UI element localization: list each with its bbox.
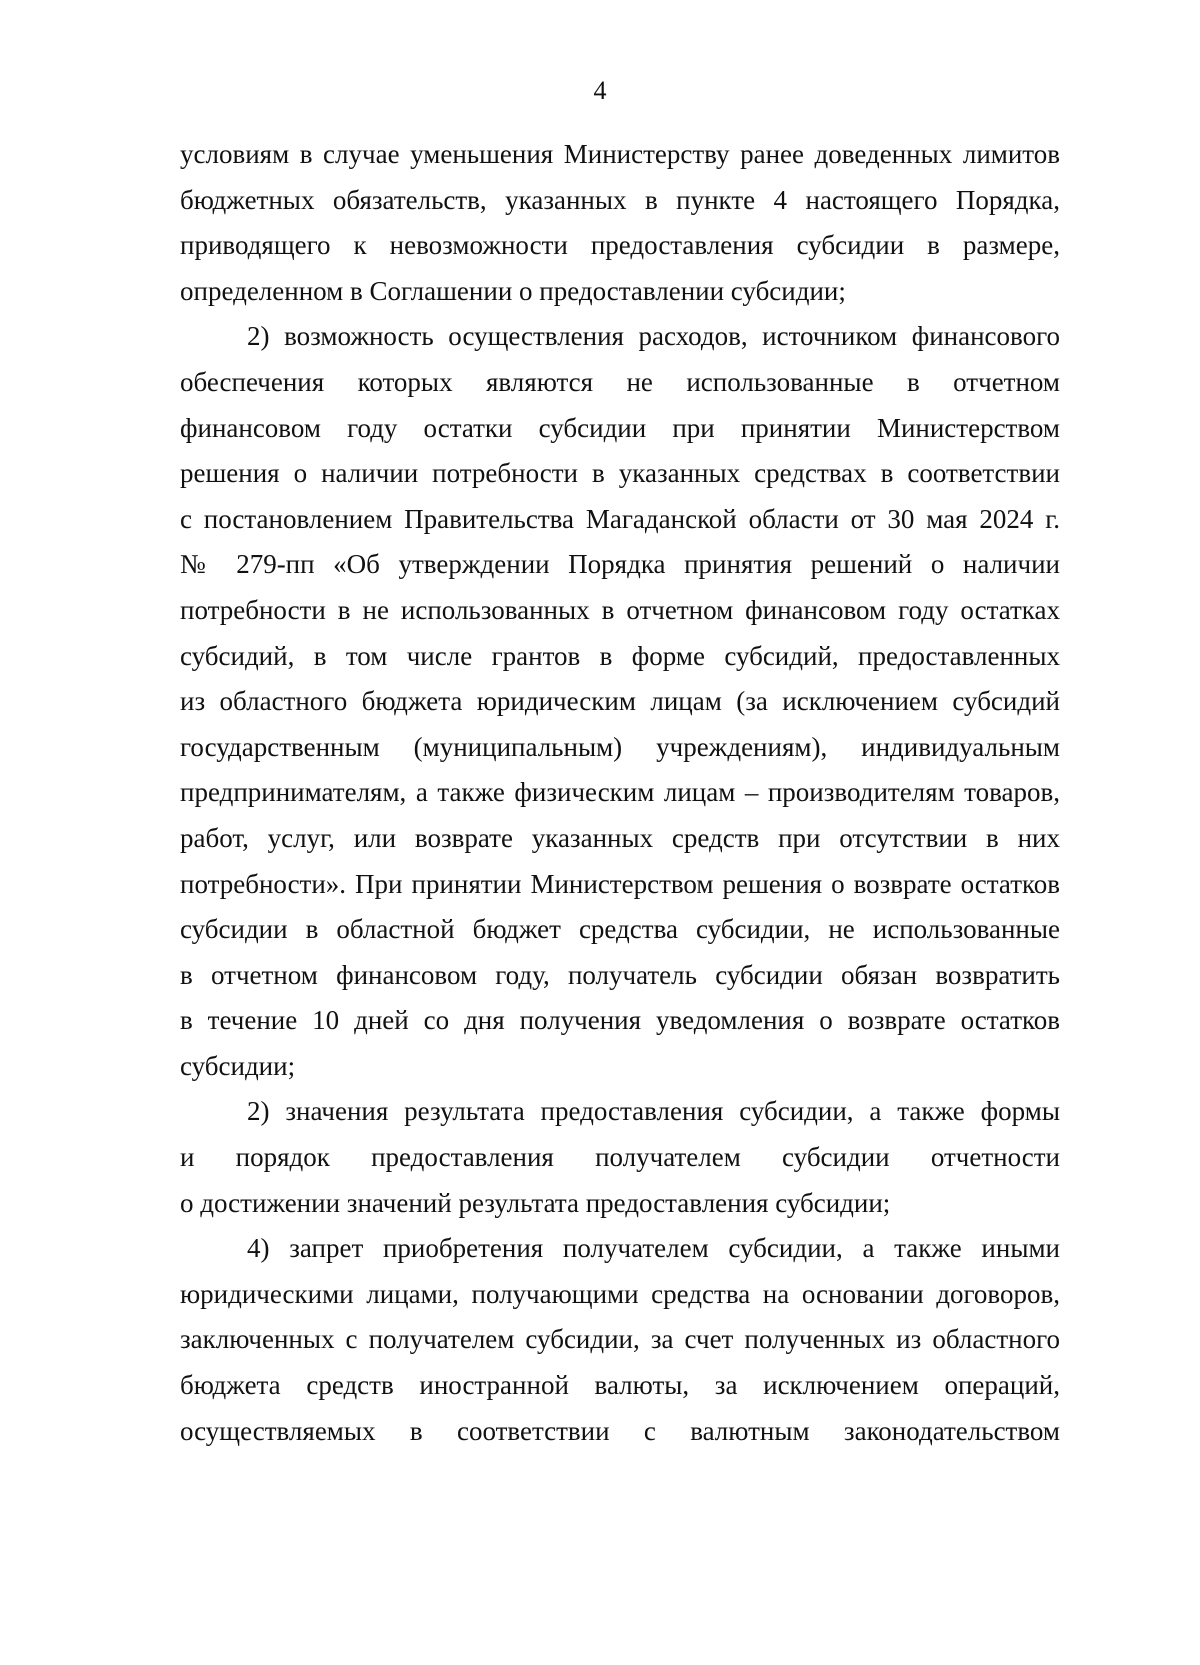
text-line: субсидии в областной бюджет средства субсидии, не использованные — [180, 914, 1060, 945]
text-line: субсидии; — [180, 1050, 296, 1081]
text-line: 4) запрет приобретения получателем субсидии, а также иными — [247, 1233, 1060, 1264]
text-line: субсидий, в том числе грантов в форме субсидий, предоставленных — [180, 640, 1060, 671]
text-line: обеспечения которых являются не использованные в отчетном — [180, 366, 1060, 397]
text-line: в течение 10 дней со дня получения уведомления о возврате остатков — [180, 1005, 1060, 1036]
body-text — [180, 132, 1060, 1454]
text-line: приводящего к невозможности предоставления субсидии в размере, — [180, 230, 1060, 261]
text-line: № 279-пп «Об утверждении Порядка принятия решений о наличии — [180, 549, 1060, 580]
page-number: 4 — [593, 76, 607, 105]
text-line: предпринимателям, а также физическим лицам – производителям товаров, — [180, 777, 1060, 808]
text-line: в отчетном финансовом году, получатель субсидии обязан возвратить — [180, 959, 1060, 990]
text-line: 2) значения результата предоставления субсидии, а также формы — [247, 1096, 1060, 1127]
text-line: о достижении значений результата предоставления субсидии; — [180, 1187, 891, 1218]
text-line: государственным (муниципальным) учреждениям), индивидуальным — [180, 731, 1060, 762]
text-line: 2) возможность осуществления расходов, источником финансового — [247, 321, 1060, 352]
text-line: юридическими лицами, получающими средства на основании договоров, — [180, 1278, 1060, 1309]
text-line: и порядок предоставления получателем субсидии отчетности — [180, 1142, 1060, 1173]
text-line: финансовом году остатки субсидии при принятии Министерством — [180, 412, 1060, 443]
text-line: потребности». При принятии Министерством решения о возврате остатков — [180, 868, 1060, 899]
text-line: осуществляемых в соответствии с валютным законодательством — [180, 1415, 1060, 1446]
text-line: условиям в случае уменьшения Министерству ранее доведенных лимитов — [180, 139, 1060, 169]
text-line: заключенных с получателем субсидии, за счет полученных из областного — [180, 1324, 1060, 1355]
text-line: из областного бюджета юридическим лицам (за исключением субсидий — [180, 686, 1060, 717]
text-line: с постановлением Правительства Магаданской области от 30 мая 2024 г. — [180, 503, 1060, 534]
text-line: бюджетных обязательств, указанных в пункте 4 настоящего Порядка, — [180, 184, 1060, 215]
text-line: бюджета средств иностранной валюты, за исключением операций, — [180, 1370, 1060, 1401]
text-line: решения о наличии потребности в указанных средствах в соответствии — [180, 458, 1060, 489]
text-line: определенном в Соглашении о предоставлении субсидии; — [180, 275, 846, 306]
text-line: потребности в не использованных в отчетном финансовом году остатках — [180, 594, 1060, 625]
text-line: работ, услуг, или возврате указанных средств при отсутствии в них — [180, 822, 1060, 853]
